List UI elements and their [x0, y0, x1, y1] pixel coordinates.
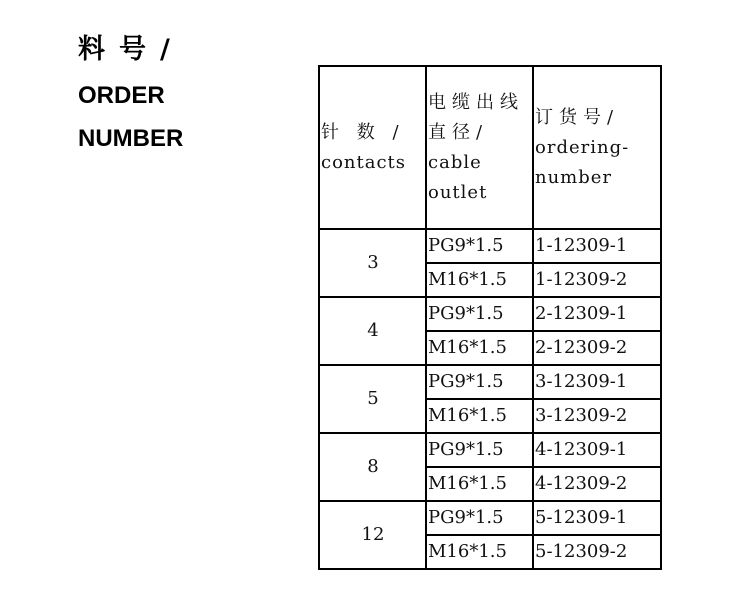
cable-outlet-cell: M16*1.5	[426, 399, 533, 433]
cable-outlet-cell: PG9*1.5	[426, 365, 533, 399]
ordering-number-cell: 5-12309-2	[533, 535, 661, 569]
cable-outlet-cell: PG9*1.5	[426, 433, 533, 467]
ordering-number-cell: 4-12309-1	[533, 433, 661, 467]
order-number-table	[318, 65, 662, 570]
contacts-cell: 12	[319, 501, 426, 569]
header-ordering-number	[533, 66, 661, 229]
cable-outlet-cell: PG9*1.5	[426, 229, 533, 263]
contacts-cell: 5	[319, 365, 426, 433]
cable-outlet-cell: M16*1.5	[426, 331, 533, 365]
header-cable-outlet	[426, 66, 533, 229]
ordering-number-cell: 5-12309-1	[533, 501, 661, 535]
ordering-number-cell: 2-12309-2	[533, 331, 661, 365]
header-contacts-en: contacts	[321, 151, 407, 173]
heading-chinese: 料号/	[78, 34, 184, 65]
cable-outlet-cell: M16*1.5	[426, 535, 533, 569]
page-heading	[78, 30, 184, 160]
cable-outlet-cell: M16*1.5	[426, 467, 533, 501]
ordering-number-cell: 1-12309-2	[533, 263, 661, 297]
header-ordering-number-zh: 订货号/	[535, 106, 620, 128]
cable-outlet-cell: M16*1.5	[426, 263, 533, 297]
table-row	[319, 297, 661, 331]
contacts-cell: 4	[319, 297, 426, 365]
contacts-cell: 8	[319, 433, 426, 501]
ordering-number-cell: 3-12309-2	[533, 399, 661, 433]
table-header-row	[319, 66, 661, 229]
header-cable-outlet-en: cable outlet	[428, 151, 488, 203]
table-row	[319, 365, 661, 399]
cable-outlet-cell: PG9*1.5	[426, 501, 533, 535]
ordering-number-cell: 3-12309-1	[533, 365, 661, 399]
table-row	[319, 501, 661, 535]
ordering-number-cell: 4-12309-2	[533, 467, 661, 501]
ordering-number-cell: 1-12309-1	[533, 229, 661, 263]
header-ordering-number-en: ordering-number	[535, 136, 630, 188]
header-contacts-zh: 针 数 /	[321, 121, 405, 143]
heading-english-line2: NUMBER	[78, 125, 184, 152]
cable-outlet-cell: PG9*1.5	[426, 297, 533, 331]
ordering-number-cell: 2-12309-1	[533, 297, 661, 331]
table-row	[319, 433, 661, 467]
table-row	[319, 229, 661, 263]
contacts-cell: 3	[319, 229, 426, 297]
header-cable-outlet-zh: 电缆出线直径/	[428, 91, 524, 143]
header-contacts	[319, 66, 426, 229]
heading-english-line1: ORDER	[78, 82, 165, 109]
